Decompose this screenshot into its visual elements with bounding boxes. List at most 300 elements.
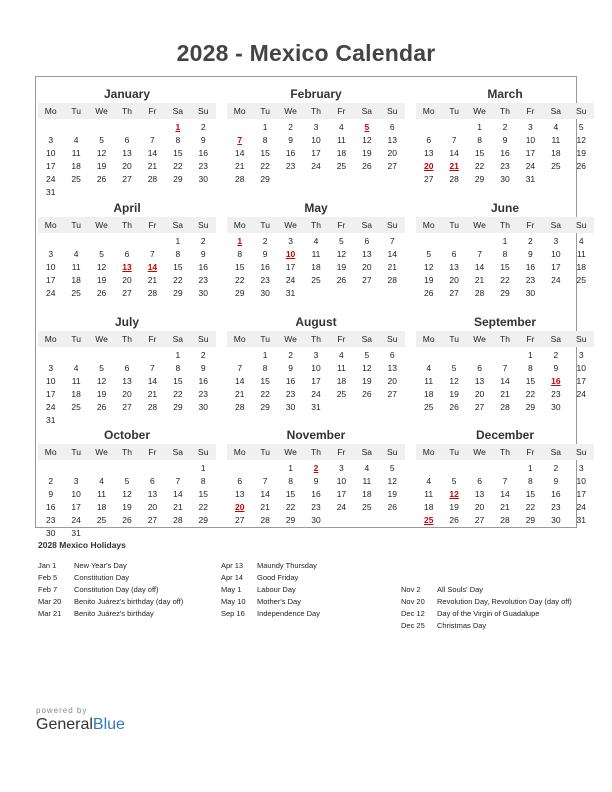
day-blank	[89, 349, 114, 362]
day-cell: 28	[173, 515, 183, 525]
day-cell: 22	[234, 275, 245, 285]
day-cell: 12	[387, 476, 398, 486]
weekday-label: Fr	[526, 106, 535, 116]
day-cell: 7	[502, 476, 508, 486]
holiday-item	[38, 608, 213, 620]
holiday-name: Christmas Day	[437, 621, 487, 630]
day-cell: 27	[122, 174, 132, 184]
day-cell: 7	[150, 135, 155, 145]
day-cell: 23	[260, 275, 270, 285]
day-cell: 7	[389, 236, 395, 246]
weekday-label: Tu	[71, 106, 81, 116]
day-cell: 10	[311, 363, 321, 373]
day-cell: 15	[198, 489, 209, 499]
day-cell: 27	[122, 402, 132, 412]
holiday-day: 25	[423, 515, 434, 525]
holiday-day: 1	[237, 236, 243, 246]
day-cell: 22	[260, 389, 270, 399]
day-cell: 21	[147, 161, 158, 171]
day-cell: 28	[147, 288, 158, 298]
weekday-label: Th	[122, 220, 132, 230]
weekday-label: Sa	[361, 106, 373, 116]
day-cell: 30	[45, 528, 56, 538]
day-cell: 6	[451, 249, 457, 259]
day-cell: 8	[288, 476, 293, 486]
day-cell: 28	[234, 402, 245, 412]
day-cell: 4	[553, 122, 559, 132]
day-cell: 4	[99, 476, 104, 486]
day-cell: 1	[528, 463, 533, 473]
day-cell: 7	[502, 363, 508, 373]
weekday-label: Fr	[337, 447, 346, 457]
holiday-item	[221, 560, 396, 572]
holiday-date: Apr 14	[221, 573, 244, 582]
day-cell: 7	[451, 135, 457, 145]
day-cell: 27	[147, 515, 158, 525]
holiday-name: Independence Day	[257, 609, 320, 618]
weekday-label: Fr	[148, 106, 157, 116]
day-cell: 26	[362, 389, 372, 399]
day-cell: 17	[45, 161, 56, 171]
day-cell: 17	[71, 502, 81, 512]
weekday-label: Mo	[44, 334, 57, 344]
day-cell: 27	[234, 515, 245, 525]
day-cell: 3	[48, 135, 54, 145]
day-cell: 4	[73, 135, 79, 145]
day-cell: 6	[150, 476, 155, 486]
weekday-label: Th	[311, 220, 321, 230]
holiday-item	[401, 608, 577, 620]
day-cell: 3	[288, 236, 293, 246]
holiday-item	[221, 608, 396, 620]
day-cell: 15	[285, 489, 296, 499]
day-grid	[227, 462, 405, 527]
day-cell: 20	[122, 275, 132, 285]
day-cell: 14	[147, 148, 158, 158]
day-blank	[441, 462, 466, 475]
day-cell: 22	[260, 161, 270, 171]
weekday-label: Tu	[449, 106, 459, 116]
month-name: March	[487, 87, 523, 101]
day-cell: 14	[449, 148, 459, 158]
day-blank	[416, 349, 441, 362]
holiday-day: 1	[175, 122, 181, 132]
weekday-header	[227, 331, 405, 347]
day-cell: 4	[339, 350, 344, 360]
weekday-header	[416, 103, 594, 119]
day-cell: 1	[288, 463, 293, 473]
day-cell: 31	[71, 528, 81, 538]
weekday-label: Th	[500, 220, 510, 230]
day-cell: 25	[96, 515, 107, 525]
day-blank	[416, 121, 441, 134]
day-cell: 15	[474, 148, 485, 158]
day-cell: 21	[474, 275, 485, 285]
day-blank	[63, 462, 88, 475]
day-cell: 12	[96, 262, 107, 272]
day-cell: 30	[260, 288, 270, 298]
day-grid	[416, 462, 594, 527]
holiday-day: 10	[285, 249, 296, 259]
weekday-label: Th	[500, 106, 510, 116]
day-cell: 19	[387, 489, 398, 499]
day-cell: 11	[71, 148, 81, 158]
day-blank	[140, 349, 165, 362]
day-cell: 13	[122, 148, 132, 158]
day-cell: 24	[45, 174, 56, 184]
day-cell: 3	[73, 476, 79, 486]
holiday-name: Revolution Day, Revolution Day (day off)	[437, 597, 572, 606]
day-cell: 19	[336, 262, 347, 272]
day-cell: 3	[553, 236, 559, 246]
weekday-label: Mo	[44, 447, 57, 457]
weekday-label: Th	[122, 447, 132, 457]
day-cell: 3	[578, 350, 584, 360]
day-cell: 19	[576, 148, 587, 158]
day-cell: 28	[147, 174, 158, 184]
day-cell: 17	[45, 389, 56, 399]
day-cell: 18	[311, 262, 321, 272]
holiday-name: Maundy Thursday	[257, 561, 317, 570]
month-march	[416, 81, 594, 193]
day-cell: 18	[336, 148, 347, 158]
weekday-label: Su	[576, 220, 587, 230]
weekday-label: Tu	[449, 447, 459, 457]
day-cell: 5	[451, 476, 457, 486]
weekday-label: Mo	[233, 447, 246, 457]
day-cell: 31	[45, 187, 56, 197]
holiday-item	[401, 596, 577, 608]
weekday-label: Su	[198, 334, 209, 344]
holiday-item	[38, 596, 213, 608]
day-cell: 11	[576, 249, 586, 259]
holiday-item	[401, 620, 577, 632]
day-cell: 18	[71, 161, 81, 171]
day-cell: 17	[285, 262, 296, 272]
day-cell: 1	[175, 236, 181, 246]
day-cell: 10	[525, 135, 536, 145]
weekday-label: We	[95, 447, 108, 457]
weekday-label: Th	[122, 106, 132, 116]
weekday-label: Mo	[422, 220, 435, 230]
day-grid	[227, 121, 405, 186]
day-cell: 23	[285, 161, 296, 171]
weekday-label: Fr	[526, 447, 535, 457]
day-cell: 23	[551, 502, 561, 512]
holiday-item	[38, 572, 213, 584]
holiday-item	[38, 584, 213, 596]
day-cell: 16	[551, 489, 561, 499]
day-grid	[227, 235, 405, 300]
day-cell: 29	[500, 288, 510, 298]
day-cell: 15	[173, 262, 183, 272]
day-cell: 10	[311, 135, 321, 145]
month-october	[38, 422, 216, 538]
day-cell: 6	[426, 135, 432, 145]
day-cell: 13	[122, 376, 132, 386]
day-cell: 22	[173, 275, 183, 285]
day-cell: 29	[525, 402, 536, 412]
day-blank	[63, 349, 88, 362]
day-cell: 6	[237, 476, 243, 486]
day-cell: 25	[336, 161, 347, 171]
month-name: February	[290, 87, 342, 101]
day-cell: 26	[449, 402, 459, 412]
holiday-day: 20	[234, 502, 245, 512]
day-cell: 6	[389, 122, 395, 132]
weekday-label: Sa	[172, 447, 184, 457]
day-cell: 31	[285, 288, 296, 298]
weekday-label: Sa	[361, 220, 373, 230]
day-cell: 28	[474, 288, 485, 298]
day-cell: 17	[576, 489, 587, 499]
day-grid	[38, 235, 216, 300]
day-cell: 1	[477, 122, 482, 132]
day-cell: 7	[237, 363, 243, 373]
weekday-header	[227, 217, 405, 233]
day-cell: 2	[288, 122, 293, 132]
day-cell: 30	[525, 288, 536, 298]
day-blank	[140, 235, 165, 248]
weekday-label: Tu	[71, 220, 81, 230]
day-cell: 29	[173, 288, 183, 298]
day-cell: 12	[449, 376, 459, 386]
day-cell: 26	[96, 288, 107, 298]
day-cell: 23	[551, 389, 561, 399]
day-cell: 4	[73, 249, 79, 259]
holiday-column-1	[38, 560, 213, 620]
day-cell: 10	[576, 363, 587, 373]
holiday-column-3	[401, 584, 577, 632]
day-cell: 2	[200, 122, 206, 132]
day-cell: 3	[313, 122, 319, 132]
day-cell: 28	[500, 402, 510, 412]
day-cell: 18	[71, 389, 81, 399]
day-cell: 22	[285, 502, 296, 512]
day-blank	[467, 349, 492, 362]
day-cell: 14	[147, 376, 158, 386]
day-cell: 21	[500, 502, 510, 512]
day-cell: 27	[122, 288, 132, 298]
weekday-label: Sa	[361, 447, 373, 457]
weekday-label: Sa	[550, 447, 562, 457]
holiday-item	[221, 572, 396, 584]
day-cell: 8	[262, 363, 268, 373]
day-cell: 14	[234, 148, 245, 158]
day-cell: 25	[311, 275, 321, 285]
month-august	[227, 309, 405, 421]
day-cell: 19	[449, 502, 459, 512]
day-blank	[38, 349, 63, 362]
day-cell: 22	[173, 389, 183, 399]
day-cell: 21	[260, 502, 270, 512]
day-cell: 29	[474, 174, 485, 184]
weekday-header	[416, 217, 594, 233]
day-cell: 16	[45, 502, 56, 512]
day-cell: 24	[551, 275, 561, 285]
holiday-date: Feb 5	[38, 573, 58, 582]
day-cell: 24	[576, 389, 587, 399]
day-cell: 17	[311, 148, 321, 158]
day-cell: 9	[553, 363, 559, 373]
day-cell: 2	[553, 463, 559, 473]
holiday-name: Constitution Day	[74, 573, 130, 582]
day-blank	[252, 462, 277, 475]
day-cell: 5	[99, 135, 104, 145]
day-cell: 15	[500, 262, 510, 272]
day-cell: 14	[500, 376, 510, 386]
month-name: January	[103, 87, 151, 101]
day-blank	[89, 462, 114, 475]
day-cell: 4	[426, 476, 432, 486]
day-blank	[89, 235, 114, 248]
holiday-column-2	[221, 560, 396, 620]
day-grid	[38, 349, 216, 427]
day-cell: 19	[96, 161, 107, 171]
day-cell: 23	[311, 502, 321, 512]
day-blank	[140, 462, 165, 475]
day-cell: 19	[96, 275, 107, 285]
holiday-name: Mother's Day	[257, 597, 301, 606]
day-cell: 5	[364, 350, 370, 360]
day-cell: 4	[364, 463, 370, 473]
day-cell: 20	[122, 161, 132, 171]
day-cell: 3	[48, 249, 54, 259]
day-cell: 7	[150, 363, 155, 373]
weekday-label: Mo	[422, 106, 435, 116]
day-blank	[227, 121, 252, 134]
holiday-date: Apr 13	[221, 561, 244, 570]
weekday-label: Su	[576, 447, 587, 457]
weekday-label: Sa	[361, 334, 373, 344]
day-blank	[416, 235, 441, 248]
day-cell: 13	[147, 489, 158, 499]
month-name: July	[114, 315, 139, 329]
day-cell: 20	[147, 502, 158, 512]
day-cell: 24	[311, 389, 321, 399]
day-cell: 5	[124, 476, 130, 486]
weekday-header	[38, 331, 216, 347]
day-cell: 25	[423, 402, 434, 412]
day-cell: 29	[234, 288, 245, 298]
day-cell: 20	[387, 148, 398, 158]
day-cell: 5	[451, 363, 457, 373]
day-cell: 4	[73, 363, 79, 373]
day-cell: 1	[502, 236, 508, 246]
day-cell: 13	[474, 376, 485, 386]
weekday-label: Su	[387, 220, 398, 230]
holiday-item	[221, 584, 396, 596]
day-cell: 31	[45, 415, 56, 425]
day-cell: 30	[551, 515, 561, 525]
day-cell: 18	[336, 376, 347, 386]
day-cell: 16	[198, 148, 209, 158]
day-cell: 4	[313, 236, 319, 246]
weekday-label: Su	[387, 334, 398, 344]
day-cell: 26	[362, 161, 372, 171]
day-cell: 16	[525, 262, 536, 272]
holiday-date: Mar 21	[38, 609, 62, 618]
month-name: August	[295, 315, 337, 329]
day-cell: 31	[576, 515, 587, 525]
day-cell: 8	[502, 249, 508, 259]
day-cell: 25	[71, 402, 81, 412]
month-name: June	[490, 201, 519, 215]
day-cell: 9	[288, 363, 293, 373]
weekday-header	[38, 103, 216, 119]
weekday-label: Tu	[71, 447, 81, 457]
month-name: May	[304, 201, 328, 215]
weekday-label: Sa	[550, 220, 562, 230]
day-cell: 16	[260, 262, 270, 272]
day-cell: 25	[576, 275, 587, 285]
day-cell: 19	[362, 148, 372, 158]
month-february	[227, 81, 405, 193]
day-cell: 6	[124, 363, 130, 373]
day-cell: 31	[311, 402, 321, 412]
day-blank	[63, 121, 88, 134]
day-cell: 9	[48, 489, 54, 499]
day-cell: 19	[449, 389, 459, 399]
day-cell: 2	[200, 236, 206, 246]
brand-logo	[36, 706, 125, 734]
weekday-header	[38, 444, 216, 460]
holiday-name: All Souls' Day	[437, 585, 484, 594]
weekday-label: We	[473, 447, 486, 457]
holiday-name: New Year's Day	[74, 561, 127, 570]
day-cell: 2	[48, 476, 54, 486]
weekday-label: Fr	[148, 447, 157, 457]
day-cell: 2	[288, 350, 293, 360]
holiday-day: 7	[237, 135, 243, 145]
day-cell: 14	[260, 489, 270, 499]
weekday-label: Sa	[550, 106, 562, 116]
weekday-label: We	[473, 106, 486, 116]
day-cell: 21	[500, 389, 510, 399]
weekday-label: Su	[198, 447, 209, 457]
day-cell: 17	[336, 489, 347, 499]
day-cell: 26	[336, 275, 347, 285]
day-cell: 9	[528, 249, 533, 259]
holiday-name: Labour Day	[257, 585, 296, 594]
day-cell: 25	[336, 389, 347, 399]
weekday-label: Tu	[449, 334, 459, 344]
day-cell: 27	[387, 389, 398, 399]
day-cell: 15	[525, 376, 536, 386]
day-cell: 10	[71, 489, 81, 499]
weekday-label: Fr	[337, 220, 346, 230]
day-cell: 17	[576, 376, 587, 386]
day-cell: 28	[449, 174, 459, 184]
weekday-label: Su	[576, 334, 587, 344]
day-cell: 14	[234, 376, 245, 386]
day-cell: 19	[362, 376, 372, 386]
day-cell: 29	[198, 515, 209, 525]
day-cell: 29	[173, 174, 183, 184]
day-blank	[467, 235, 492, 248]
day-cell: 25	[362, 502, 372, 512]
page-title: 2028 - Mexico Calendar	[176, 40, 436, 66]
day-cell: 12	[336, 249, 347, 259]
day-cell: 20	[387, 376, 398, 386]
day-cell: 15	[173, 148, 183, 158]
day-cell: 11	[337, 135, 346, 145]
day-cell: 8	[528, 363, 533, 373]
day-cell: 16	[311, 489, 321, 499]
day-cell: 13	[449, 262, 459, 272]
day-cell: 11	[424, 376, 434, 386]
day-blank	[441, 235, 466, 248]
